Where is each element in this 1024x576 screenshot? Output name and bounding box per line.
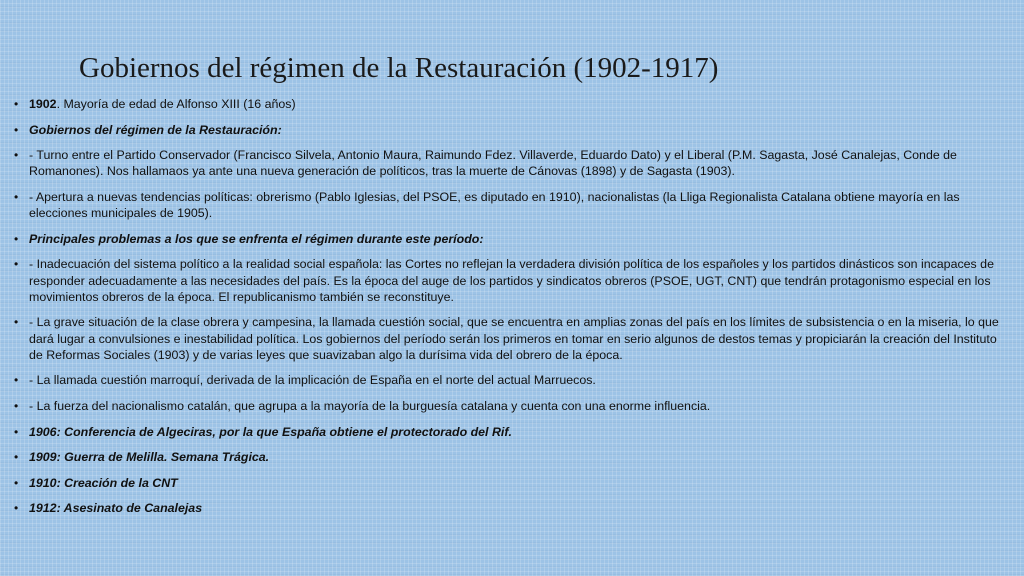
bullet-item-1909 bbox=[14, 449, 1004, 465]
item-text: - La llamada cuestión marroquí, derivada de la implicación de España en el norte del actual Marruecos. bbox=[29, 373, 596, 388]
item-text: 1906: Conferencia de Algeciras, por la que España obtiene el protectorado del Rif. bbox=[29, 424, 512, 439]
item-text: - Turno entre el Partido Conservador (Francisco Silvela, Antonio Maura, Raimundo Fdez. Villaverde, Eduardo Dato) y el Liberal (P.M. Sagasta, José Canalejas, Conde de Romanones). Nos hallamaos ya ante una nueva generación de políticos, tras la muerte de Cánovas (1898) y de Sagasta (1903). bbox=[29, 148, 957, 179]
bullet-item-turno bbox=[14, 147, 1004, 179]
bullet-icon: • bbox=[14, 231, 19, 246]
bullet-item-nacionalismo bbox=[14, 398, 1004, 414]
item-text: 1909: Guerra de Melilla. Semana Trágica. bbox=[29, 450, 270, 465]
bullet-item-inadecuacion bbox=[14, 256, 1004, 305]
bullet-list bbox=[14, 96, 1004, 526]
bullet-item-cuestion-social bbox=[14, 314, 1004, 363]
bullet-item-apertura bbox=[14, 189, 1004, 221]
item-text: Principales problemas a los que se enfrenta el régimen durante este período: bbox=[29, 231, 484, 246]
year-lead: 1902 bbox=[29, 97, 57, 111]
bullet-icon: • bbox=[14, 189, 19, 204]
bullet-icon: • bbox=[14, 122, 19, 137]
item-text: 1912: Asesinato de Canalejas bbox=[29, 501, 203, 516]
bullet-item-1902 bbox=[14, 96, 1004, 112]
item-text: - La fuerza del nacionalismo catalán, que agrupa a la mayoría de la burguesía catalana y cuenta con una enorme influencia. bbox=[29, 398, 711, 413]
bullet-item-1910 bbox=[14, 475, 1004, 491]
bullet-icon: • bbox=[14, 501, 19, 516]
bullet-icon: • bbox=[14, 257, 19, 272]
bullet-item-heading-problemas bbox=[14, 231, 1004, 247]
item-text: Gobiernos del régimen de la Restauración: bbox=[29, 122, 282, 137]
bullet-icon: • bbox=[14, 424, 19, 439]
item-text: . Mayoría de edad de Alfonso XIII (16 años) bbox=[56, 97, 296, 111]
bullet-item-heading-gobiernos bbox=[14, 122, 1004, 138]
slide-title: Gobiernos del régimen de la Restauración (1902-1917) bbox=[79, 52, 719, 84]
bullet-item-1912 bbox=[14, 500, 1004, 516]
bullet-icon: • bbox=[14, 475, 19, 490]
item-text: 1910: Creación de la CNT bbox=[29, 475, 178, 490]
bullet-item-marroqui bbox=[14, 372, 1004, 388]
bullet-icon: • bbox=[14, 398, 19, 413]
bullet-icon: • bbox=[14, 450, 19, 465]
item-text: - La grave situación de la clase obrera y campesina, la llamada cuestión social, que se encuentra en amplias zonas del país en los límites de subsistencia o en la miseria, lo que dará lugar a convulsiones e inestabilidad política. Los gobiernos del período serán los primeros en tomar en serio algunos de destos temas y propiciarán la creación del Instituto de Reformas Sociales (1903) y de varias leyes que suavizaban algo la durísima vida del obrero de la época. bbox=[29, 315, 999, 362]
item-text: - Apertura a nuevas tendencias políticas: obrerismo (Pablo Iglesias, del PSOE, es diputado en 1910), nacionalistas (la Lliga Regionalista Catalana obtiene mayoría en las elecciones municipales de 1905). bbox=[29, 189, 960, 221]
bullet-item-1906 bbox=[14, 424, 1004, 440]
bullet-icon: • bbox=[14, 315, 19, 330]
bullet-icon: • bbox=[14, 373, 19, 388]
bullet-icon: • bbox=[14, 148, 19, 163]
bullet-icon: • bbox=[14, 97, 19, 111]
item-text: - Inadecuación del sistema político a la realidad social española: las Cortes no reflejan la verdadera división política de los españoles y los partidos dinásticos son incapaces de responder adecuadamente a las necesidades del país. Es la época del auge de los partidos y sindicatos obreros (PSOE, UGT, CNT) que tendrán protagonismo especial en los movimientos obreros de la época. El republicanismo también se reconstituye. bbox=[29, 257, 994, 304]
